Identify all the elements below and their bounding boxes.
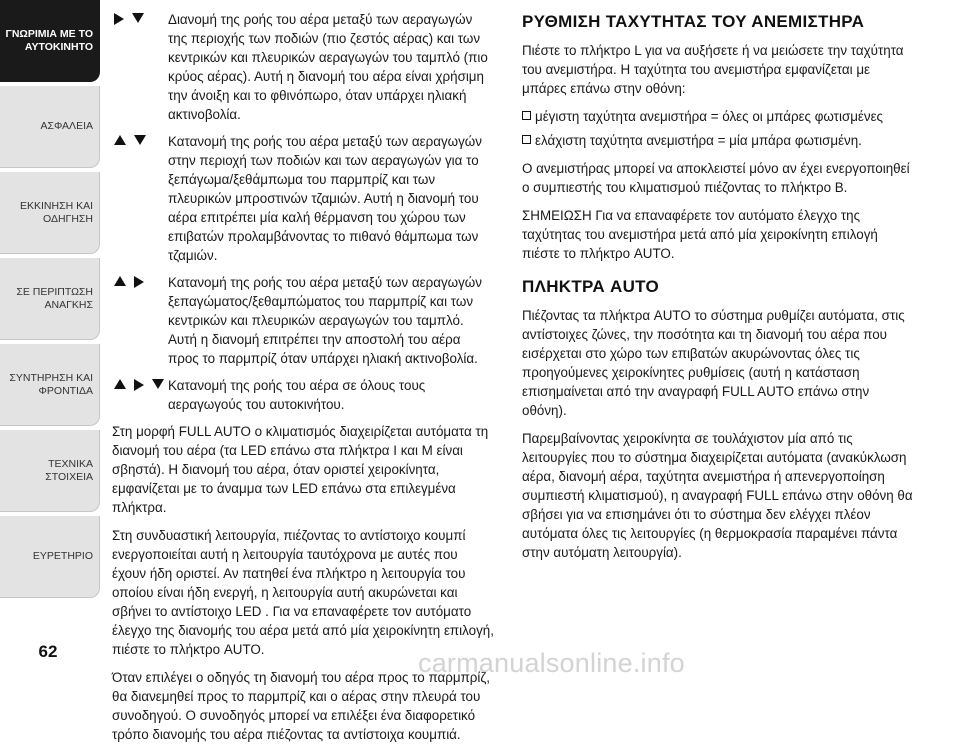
paragraph: Ο ανεμιστήρας μπορεί να αποκλειστεί μόνο αν έχει ενεργοποιηθεί ο συμπιεστής του κλιματισμού πιέζοντας το πλήκτρο B.: [522, 161, 910, 195]
distribution-arrows: [112, 376, 168, 414]
distribution-text: Κατανομή της ροής του αέρα μεταξύ των αεραγωγών στην περιοχή των ποδιών και των αεραγωγών για το ξεπάγωμα/ξεθάμπωμα του παρμπρίζ και των πλευρικών μπροστινών τζαμιών. Αυτή η διανομή του αέρα επιτρέπει μία καλή θέρμανση του χώρου των επιβατών προλαμβάνοντας το πιθανό θάμπωμα των τζαμιών.: [168, 134, 482, 263]
paragraph: Όταν επιλέγει ο οδηγός τη διανομή του αέρα προς το παρμπρίζ, θα διανεμηθεί προς το παρμπρίζ και ο αέρας στην πλευρά του συνοδηγού. Ο συνοδηγός μπορεί να επιλέξει ένα διαφορετικό τρόπο διανομής του αέρα πιέζοντας τα αντίστοιχα κουμπιά.: [112, 670, 491, 742]
tab-label: ΤΕΧΝΙΚΑ ΣΤΟΙΧΕΙΑ: [45, 457, 93, 483]
arrow-up-icon: [114, 379, 126, 389]
distribution-arrows: [112, 132, 168, 265]
left-column: [112, 10, 494, 753]
arrow-down-icon: [152, 379, 164, 389]
paragraph: Παρεμβαίνοντας χειροκίνητα σε τουλάχιστον μία από τις λειτουργίες που το σύστημα διαχειρίζεται αυτόματα (ανακύκλωση αέρα, διανομή αέρα, ταχύτητα ανεμιστήρα ή απενεργοποίηση συμπιεστή κλιματισμού), η αναγραφή FULL επάνω στην οθόνη θα σβήσει για να επισημάνει ότι το σύστημα δεν ελέγχει πλέον αυτόματα όλες τις λειτουργίες (η θερμοκρασία παραμένει πάντα στην αυτόματη λειτουργία).: [522, 431, 913, 560]
check-list-item: [522, 131, 914, 150]
arrow-up-icon: [114, 135, 126, 145]
paragraph: Πιέζοντας τα πλήκτρα AUTO το σύστημα ρυθμίζει αυτόματα, στις αντίστοιχες ζώνες, την ποσότητα και τη διανομή του αέρα που εισέρχεται στο χώρο των επιβατών ακυρώνοντας όλες τις προηγούμενες χειροκίνητες ρυθμίσεις (αυτή η κατάσταση επισημαίνεται από την αναγραφή FULL AUTO επάνω στην οθόνη).: [522, 308, 905, 418]
section-heading-fan-speed: ΡΥΘΜΙΣΗ ΤΑΧΥΤΗΤΑΣ ΤΟΥ ΑΝΕΜΙΣΤΗΡΑ: [522, 12, 865, 31]
arrow-down-icon: [132, 13, 144, 23]
distribution-item: [112, 10, 494, 124]
distribution-item: [112, 132, 494, 265]
tab-technical-data[interactable]: [0, 430, 100, 512]
tab-safety[interactable]: [0, 86, 100, 168]
tab-label: ΣΥΝΤΗΡΗΣΗ ΚΑΙ ΦΡΟΝΤΙΔΑ: [9, 371, 93, 397]
tab-getting-to-know-vehicle[interactable]: [0, 0, 100, 82]
tab-label: ΣΕ ΠΕΡΙΠΤΩΣΗ ΑΝΑΓΚΗΣ: [16, 285, 93, 311]
check-list-text: ελάχιστη ταχύτητα ανεμιστήρα = μία μπάρα φωτισμένη.: [535, 133, 862, 148]
distribution-text: Κατανομή της ροής του αέρα μεταξύ των αεραγωγών ξεπαγώματος/ξεθαμπώματος του παρμπρίζ και των κεντρικών και πλευρικών αεραγωγών του ταμπλό. Αυτή η διανομή επιτρέπει την αποστολή του αέρα προς το παρμπρίζ όταν υπάρχει ηλιακή ακτινοβολία.: [168, 275, 482, 366]
paragraph: Στη μορφή FULL AUTO ο κλιματισμός διαχειρίζεται αυτόματα τη διανομή του αέρα (τα LED επάνω στα πλήκτρα I και M είναι σβηστά). Η διανομή του αέρα, όταν οριστεί χειροκίνητα, εμφανίζεται με το άναμμα των LED επάνω στα επιλεγμένα πλήκτρα.: [112, 424, 489, 515]
arrow-down-icon: [134, 135, 146, 145]
page-number: 62: [38, 642, 58, 661]
distribution-arrows: [112, 273, 168, 368]
paragraph: ΣΗΜΕΙΩΣΗ Για να επαναφέρετε τον αυτόματο έλεγχο της ταχύτητας του ανεμιστήρα μετά από μία χειροκίνητη επιλογή πιέστε το πλήκτρο AUTO.: [522, 208, 878, 261]
watermark: carmanualsonline.info: [418, 648, 685, 678]
arrow-up-icon: [114, 276, 126, 286]
check-list-text: μέγιστη ταχύτητα ανεμιστήρα = όλες οι μπάρες φωτισμένες: [535, 109, 884, 124]
tab-starting-and-driving[interactable]: [0, 172, 100, 254]
right-column: [522, 10, 914, 571]
distribution-arrows: [112, 10, 168, 124]
checkbox-bullet-icon: [522, 111, 531, 120]
paragraph: Στη συνδυαστική λειτουργία, πιέζοντας το αντίστοιχο κουμπί ενεργοποιείται αυτή η λειτουργία ταυτόχρονα με αυτές που έχουν ήδη οριστεί. Αν πατηθεί ένα πλήκτρο η λειτουργία του οποίου είναι ήδη ενεργή, η λειτουργία αυτή ακυρώνεται και σβήνει το αντίστοιχο LED . Για να επαναφέρετε τον αυτόματο έλεγχο της διανομής του αέρα μετά από μία χειροκίνητη επιλογή, πιέστε το πλήκτρο AUTO.: [112, 528, 494, 657]
checkbox-bullet-icon: [522, 135, 531, 144]
section-heading-auto-buttons: ΠΛΗΚΤΡΑ AUTO: [522, 277, 660, 296]
paragraph: Πιέστε το πλήκτρο L για να αυξήσετε ή να μειώσετε την ταχύτητα του ανεμιστήρα. Η ταχύτητα του ανεμιστήρα εμφανίζεται με μπάρες επάνω στην οθόνη:: [522, 43, 904, 96]
tab-label: ΕΚΚΙΝΗΣΗ ΚΑΙ ΟΔΗΓΗΣΗ: [19, 199, 93, 225]
arrow-right-icon: [114, 13, 124, 25]
tab-index[interactable]: [0, 516, 100, 598]
tab-maintenance-and-care[interactable]: [0, 344, 100, 426]
chapter-sidebar: [0, 0, 100, 640]
distribution-text: Κατανομή της ροής του αέρα σε όλους τους αεραγωγούς του αυτοκινήτου.: [168, 378, 426, 412]
tab-emergency[interactable]: [0, 258, 100, 340]
check-list-item: [522, 107, 914, 126]
distribution-text: Διανομή της ροής του αέρα μεταξύ των αεραγωγών της περιοχής των ποδιών (πιο ζεστός αέρας) και των κεντρικών και πλευρικών αεραγωγών του ταμπλό (πιο κρύος αέρας). Αυτή η διανομή του αέρα είναι χρήσιμη την άνοιξη και το φθινόπωρο, όταν υπάρχει ηλιακή ακτινοβολία.: [168, 12, 488, 122]
distribution-item: [112, 376, 494, 414]
arrow-right-icon: [134, 276, 144, 288]
arrow-right-icon: [134, 379, 144, 391]
tab-label: ΓΝΩΡΙΜΙΑ ΜΕ ΤΟ ΑΥΤΟΚΙΝΗΤΟ: [5, 27, 93, 53]
tab-label: ΑΣΦΑΛΕΙΑ: [40, 120, 93, 132]
tab-label: ΕΥΡΕΤΗΡΙΟ: [32, 550, 93, 562]
distribution-item: [112, 273, 494, 368]
